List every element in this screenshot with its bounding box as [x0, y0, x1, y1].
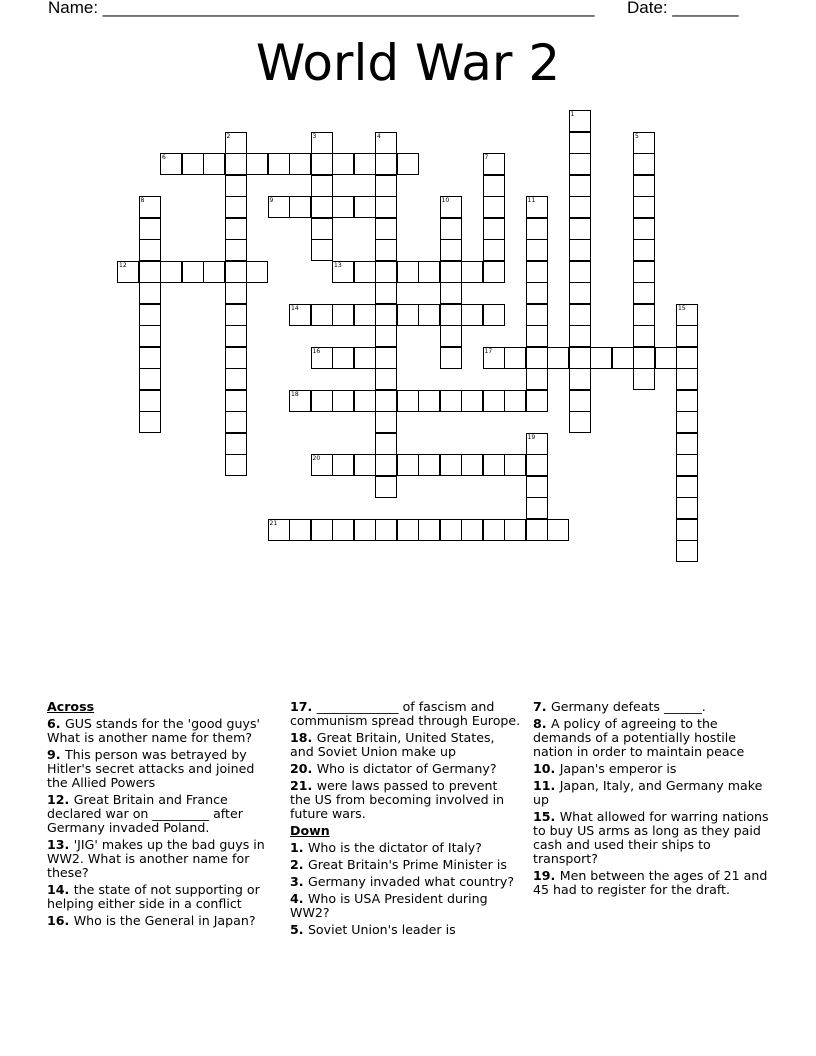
crossword-cell[interactable]: [590, 347, 612, 369]
crossword-cell[interactable]: [483, 196, 505, 218]
crossword-cell[interactable]: [311, 196, 333, 218]
clues-column-1: [47, 700, 272, 931]
crossword-cell[interactable]: [289, 153, 311, 175]
crossword-cell[interactable]: [375, 411, 397, 433]
crossword-cell[interactable]: [397, 153, 419, 175]
crossword-cell[interactable]: [225, 368, 247, 390]
crossword-cell[interactable]: [289, 519, 311, 541]
crossword-cell[interactable]: [182, 153, 204, 175]
crossword-cell[interactable]: [569, 153, 591, 175]
cell-number: 3: [312, 132, 317, 140]
crossword-cell[interactable]: [139, 304, 161, 326]
crossword-cell[interactable]: [332, 454, 354, 476]
crossword-cell[interactable]: [311, 218, 333, 240]
crossword-cell[interactable]: [375, 153, 397, 175]
crossword-cell[interactable]: [225, 390, 247, 412]
crossword-cell[interactable]: [375, 519, 397, 541]
cell-number: 12: [119, 261, 127, 269]
crossword-cell[interactable]: [139, 368, 161, 390]
crossword-cell[interactable]: [633, 261, 655, 283]
crossword-cell[interactable]: [225, 282, 247, 304]
crossword-cell[interactable]: [569, 325, 591, 347]
crossword-cell[interactable]: [676, 411, 698, 433]
crossword-cell[interactable]: [526, 347, 548, 369]
crossword-cell[interactable]: [483, 390, 505, 412]
clue-item: [290, 762, 522, 776]
crossword-cell[interactable]: [461, 454, 483, 476]
clue-text: Germany invaded what country?: [307, 874, 515, 889]
crossword-cell[interactable]: [526, 497, 548, 519]
clue-text: Great Britain, United States, and Soviet Union make up: [290, 730, 495, 759]
crossword-cell[interactable]: [160, 261, 182, 283]
clue-item: [533, 717, 771, 759]
crossword-cell[interactable]: [526, 325, 548, 347]
crossword-cell[interactable]: [526, 433, 548, 455]
crossword-cell[interactable]: [676, 390, 698, 412]
crossword-cell[interactable]: [375, 304, 397, 326]
crossword-cell[interactable]: [633, 218, 655, 240]
crossword-cell[interactable]: [332, 347, 354, 369]
crossword-cell[interactable]: [547, 519, 569, 541]
crossword-cell[interactable]: [139, 218, 161, 240]
cell-number: 21: [269, 519, 278, 527]
cell-number: 10: [441, 197, 450, 204]
clue-item: [47, 914, 272, 928]
crossword-cell[interactable]: [268, 153, 290, 175]
crossword-cell[interactable]: [397, 261, 419, 283]
cell-number: 16: [312, 347, 321, 355]
crossword-cell[interactable]: [139, 325, 161, 347]
clue-item: [290, 923, 522, 937]
crossword-cell[interactable]: [569, 196, 591, 218]
crossword-cell[interactable]: [526, 261, 548, 283]
crossword-cell[interactable]: [225, 347, 247, 369]
clue-item: [290, 875, 522, 889]
page-title: World War 2: [255, 34, 561, 92]
crossword-cell[interactable]: [354, 519, 376, 541]
crossword-cell[interactable]: [440, 347, 462, 369]
crossword-cell[interactable]: [504, 519, 526, 541]
crossword-cell[interactable]: [268, 196, 290, 218]
cell-number: 2: [226, 132, 231, 140]
crossword-cell[interactable]: [311, 390, 333, 412]
clue-item: [290, 731, 522, 759]
clue-number: 16.: [47, 913, 74, 928]
clue-number: 6.: [47, 716, 65, 731]
crossword-cell[interactable]: [311, 175, 333, 197]
cell-number: 9: [269, 197, 274, 204]
clue-text: What allowed for warring nations to buy US arms as long as they paid cash and used their ships to transport?: [533, 809, 769, 866]
crossword-cell[interactable]: [569, 218, 591, 240]
cell-number: 13: [334, 261, 342, 269]
clue-item: [47, 883, 272, 911]
clue-text: the state of not supporting or helping either side in a conflict: [47, 882, 260, 911]
cell-number: 11: [527, 197, 536, 204]
clue-number: 20.: [290, 761, 317, 776]
crossword-cell[interactable]: [633, 304, 655, 326]
clue-text: Who is USA President during WW2?: [290, 891, 488, 920]
clue-text: _____________ of fascism and communism spread through Europe.: [290, 699, 521, 728]
clue-number: 13.: [47, 837, 74, 852]
crossword-cell[interactable]: [526, 304, 548, 326]
crossword-cell[interactable]: [633, 175, 655, 197]
crossword-cell[interactable]: [375, 132, 397, 154]
cell-number: 18: [291, 390, 299, 398]
clue-item: [290, 892, 522, 920]
clue-item: [533, 869, 771, 897]
crossword-cell[interactable]: [655, 347, 677, 369]
crossword-cell[interactable]: [483, 218, 505, 240]
crossword-cell[interactable]: [569, 282, 591, 304]
crossword-cell[interactable]: [483, 454, 505, 476]
crossword-cell[interactable]: [676, 433, 698, 455]
crossword-cell[interactable]: [569, 390, 591, 412]
crossword-cell[interactable]: [117, 261, 139, 283]
crossword-cell[interactable]: [182, 261, 204, 283]
clue-number: 4.: [290, 891, 308, 906]
cell-number: 5: [635, 132, 639, 140]
clue-number: 9.: [47, 747, 65, 762]
clue-number: 7.: [533, 699, 551, 714]
cell-number: 6: [162, 154, 166, 161]
crossword-cell[interactable]: [676, 304, 698, 326]
clue-number: 14.: [47, 882, 74, 897]
crossword-cell[interactable]: [375, 368, 397, 390]
crossword-cell[interactable]: [440, 454, 462, 476]
crossword-cell[interactable]: [483, 175, 505, 197]
crossword-cell[interactable]: [375, 454, 397, 476]
crossword-cell[interactable]: [526, 368, 548, 390]
crossword-cell[interactable]: [461, 519, 483, 541]
crossword-cell[interactable]: [139, 261, 161, 283]
crossword-cell[interactable]: [225, 325, 247, 347]
crossword-cell[interactable]: [375, 390, 397, 412]
crossword-cell[interactable]: [225, 132, 247, 154]
crossword-cell[interactable]: [440, 239, 462, 261]
clue-text: Who is the General in Japan?: [73, 913, 256, 928]
crossword-cell[interactable]: [504, 347, 526, 369]
crossword-cell[interactable]: [440, 218, 462, 240]
clue-item: [47, 793, 272, 835]
crossword-cell[interactable]: [354, 390, 376, 412]
crossword-cell[interactable]: [397, 390, 419, 412]
crossword-cell[interactable]: [526, 218, 548, 240]
crossword-cell[interactable]: [225, 261, 247, 283]
crossword-cell[interactable]: [203, 261, 225, 283]
clue-item: [533, 700, 771, 714]
clue-text: GUS stands for the 'good guys' What is another name for them?: [47, 716, 260, 745]
clue-text: Japan, Italy, and Germany make up: [533, 778, 763, 807]
clue-item: [533, 762, 771, 776]
crossword-cell[interactable]: [526, 196, 548, 218]
date-field-label: Date: _______: [627, 0, 739, 17]
clue-text: Who is dictator of Germany?: [316, 761, 497, 776]
crossword-cell[interactable]: [418, 519, 440, 541]
crossword-cell[interactable]: [483, 519, 505, 541]
clues-column-2: [290, 700, 522, 940]
crossword-cell[interactable]: [311, 347, 333, 369]
down-heading: Down: [290, 823, 330, 838]
crossword-cell[interactable]: [246, 261, 268, 283]
across-heading: Across: [47, 699, 95, 714]
clue-item: [290, 700, 522, 728]
crossword-cell[interactable]: [375, 433, 397, 455]
cell-number: 7: [484, 154, 489, 161]
crossword-cell[interactable]: [375, 325, 397, 347]
cell-number: 20: [312, 455, 321, 462]
crossword-cell[interactable]: [526, 476, 548, 498]
clue-number: 5.: [290, 922, 308, 937]
crossword-cell[interactable]: [375, 218, 397, 240]
crossword-cell[interactable]: [139, 347, 161, 369]
crossword-cell[interactable]: [547, 347, 569, 369]
crossword-cell[interactable]: [676, 454, 698, 476]
crossword-cell[interactable]: [311, 239, 333, 261]
crossword-cell[interactable]: [569, 175, 591, 197]
cell-number: 19: [527, 433, 536, 441]
crossword-cell[interactable]: [139, 196, 161, 218]
crossword-cell[interactable]: [526, 390, 548, 412]
clue-number: 17.: [290, 699, 317, 714]
cell-number: 8: [140, 197, 145, 204]
crossword-cell[interactable]: [225, 433, 247, 455]
crossword-cell[interactable]: [569, 411, 591, 433]
crossword-cell[interactable]: [354, 454, 376, 476]
crossword-cell[interactable]: [569, 239, 591, 261]
crossword-cell[interactable]: [354, 304, 376, 326]
crossword-cell[interactable]: [676, 347, 698, 369]
crossword-cell[interactable]: [225, 153, 247, 175]
crossword-cell[interactable]: [225, 304, 247, 326]
crossword-cell[interactable]: [397, 454, 419, 476]
crossword-cell[interactable]: [139, 411, 161, 433]
crossword-cell[interactable]: [676, 497, 698, 519]
crossword-cell[interactable]: [289, 390, 311, 412]
clue-item: [290, 841, 522, 855]
crossword-cell[interactable]: [268, 519, 290, 541]
crossword-cell[interactable]: [483, 304, 505, 326]
crossword-cell[interactable]: [633, 196, 655, 218]
crossword-cell[interactable]: [461, 304, 483, 326]
crossword-cell[interactable]: [225, 196, 247, 218]
crossword-cell[interactable]: [225, 218, 247, 240]
clue-item: [533, 810, 771, 866]
crossword-cell[interactable]: [633, 282, 655, 304]
crossword-cell[interactable]: [633, 239, 655, 261]
crossword-cell[interactable]: [461, 390, 483, 412]
crossword-cell[interactable]: [246, 153, 268, 175]
clue-item: [47, 748, 272, 790]
cell-number: 1: [570, 111, 575, 118]
crossword-cell[interactable]: [375, 476, 397, 498]
crossword-cell[interactable]: [354, 196, 376, 218]
crossword-cell[interactable]: [225, 454, 247, 476]
clue-text: A policy of agreeing to the demands of a potentially hostile nation in order to maintain peace: [533, 716, 745, 759]
crossword-cell[interactable]: [139, 390, 161, 412]
crossword-cell[interactable]: [203, 153, 225, 175]
crossword-cell[interactable]: [461, 261, 483, 283]
crossword-cell[interactable]: [676, 540, 698, 562]
clue-number: 11.: [533, 778, 560, 793]
crossword-cell[interactable]: [375, 261, 397, 283]
clue-number: 19.: [533, 868, 560, 883]
crossword-cell[interactable]: [440, 325, 462, 347]
clue-item: [533, 779, 771, 807]
crossword-cell[interactable]: [418, 304, 440, 326]
crossword-cell[interactable]: [332, 261, 354, 283]
crossword-cell[interactable]: [225, 175, 247, 197]
crossword-cell[interactable]: [375, 282, 397, 304]
crossword-cell[interactable]: [375, 196, 397, 218]
crossword-cell[interactable]: [225, 239, 247, 261]
crossword-cell[interactable]: [526, 454, 548, 476]
crossword-cell[interactable]: [311, 454, 333, 476]
clue-text: Great Britain's Prime Minister is: [307, 857, 507, 872]
crossword-cell[interactable]: [633, 153, 655, 175]
crossword-cell[interactable]: [569, 304, 591, 326]
crossword-cell[interactable]: [332, 153, 354, 175]
crossword-cell[interactable]: [633, 347, 655, 369]
clue-text: Great Britain and France declared war on _________ after Germany invaded Poland.: [47, 792, 243, 835]
crossword-cell[interactable]: [418, 454, 440, 476]
crossword-cell[interactable]: [633, 132, 655, 154]
clue-text: This person was betrayed by Hitler's secret attacks and joined the Allied Powers: [47, 747, 255, 790]
crossword-cell[interactable]: [569, 368, 591, 390]
clue-number: 15.: [533, 809, 560, 824]
crossword-cell[interactable]: [289, 196, 311, 218]
crossword-cell[interactable]: [332, 304, 354, 326]
crossword-cell[interactable]: [225, 411, 247, 433]
crossword-cell[interactable]: [483, 261, 505, 283]
crossword-cell[interactable]: [569, 132, 591, 154]
crossword-cell[interactable]: [676, 476, 698, 498]
crossword-cell[interactable]: [504, 454, 526, 476]
crossword-cell[interactable]: [311, 153, 333, 175]
cell-number: 14: [291, 304, 299, 312]
crossword-cell[interactable]: [311, 132, 333, 154]
name-field-label: Name: ____________________________________________________: [48, 0, 595, 17]
clue-item: [47, 717, 272, 745]
crossword-cell[interactable]: [354, 153, 376, 175]
clue-number: 8.: [533, 716, 551, 731]
clue-text: Who is the dictator of Italy?: [307, 840, 482, 855]
clue-number: 18.: [290, 730, 317, 745]
clue-number: 12.: [47, 792, 74, 807]
clue-number: 2.: [290, 857, 308, 872]
crossword-cell[interactable]: [483, 153, 505, 175]
crossword-cell[interactable]: [569, 347, 591, 369]
cell-number: 17: [484, 347, 493, 355]
crossword-cell[interactable]: [440, 304, 462, 326]
clue-item: [290, 779, 522, 821]
clue-item: [47, 838, 272, 880]
crossword-cell[interactable]: [526, 282, 548, 304]
crossword-cell[interactable]: [440, 282, 462, 304]
crossword-cell[interactable]: [139, 239, 161, 261]
clue-text: Soviet Union's leader is: [307, 922, 456, 937]
crossword-cell[interactable]: [332, 196, 354, 218]
clue-text: Germany defeats ______.: [550, 699, 706, 714]
crossword-cell[interactable]: [311, 519, 333, 541]
crossword-cell[interactable]: [569, 261, 591, 283]
crossword-cell[interactable]: [289, 304, 311, 326]
crossword-cell[interactable]: [526, 519, 548, 541]
crossword-cell[interactable]: [483, 347, 505, 369]
clue-number: 21.: [290, 778, 317, 793]
crossword-cell[interactable]: [418, 390, 440, 412]
crossword-cell[interactable]: [440, 390, 462, 412]
clue-number: 1.: [290, 840, 308, 855]
crossword-cell[interactable]: [504, 390, 526, 412]
crossword-cell[interactable]: [332, 390, 354, 412]
crossword-cell[interactable]: [569, 110, 591, 132]
crossword-cell[interactable]: [526, 239, 548, 261]
crossword-cell[interactable]: [311, 304, 333, 326]
crossword-cell[interactable]: [375, 347, 397, 369]
crossword-cell[interactable]: [633, 368, 655, 390]
crossword-cell[interactable]: [397, 304, 419, 326]
crossword-cell[interactable]: [633, 325, 655, 347]
crossword-cell[interactable]: [160, 153, 182, 175]
crossword-cell[interactable]: [612, 347, 634, 369]
crossword-cell[interactable]: [483, 239, 505, 261]
crossword-cell[interactable]: [440, 196, 462, 218]
crossword-cell[interactable]: [375, 239, 397, 261]
clues-column-3: [533, 700, 771, 900]
cell-number: 15: [678, 304, 686, 312]
crossword-cell[interactable]: [676, 368, 698, 390]
crossword-cell[interactable]: [440, 519, 462, 541]
crossword-cell[interactable]: [332, 519, 354, 541]
crossword-cell[interactable]: [418, 261, 440, 283]
clue-number: 3.: [290, 874, 308, 889]
cell-number: 4: [377, 132, 381, 140]
crossword-cell[interactable]: [139, 282, 161, 304]
clue-text: Men between the ages of 21 and 45 had to register for the draft.: [533, 868, 768, 897]
crossword-cell[interactable]: [397, 519, 419, 541]
clue-text: 'JIG' makes up the bad guys in WW2. What is another name for these?: [47, 837, 265, 880]
crossword-cell[interactable]: [676, 519, 698, 541]
crossword-cell[interactable]: [440, 261, 462, 283]
clue-text: were laws passed to prevent the US from becoming involved in future wars.: [290, 778, 505, 821]
clue-number: 10.: [533, 761, 560, 776]
clue-item: [290, 858, 522, 872]
crossword-cell[interactable]: [354, 261, 376, 283]
crossword-cell[interactable]: [354, 347, 376, 369]
clue-text: Japan's emperor is: [559, 761, 677, 776]
crossword-cell[interactable]: [676, 325, 698, 347]
crossword-cell[interactable]: [375, 175, 397, 197]
